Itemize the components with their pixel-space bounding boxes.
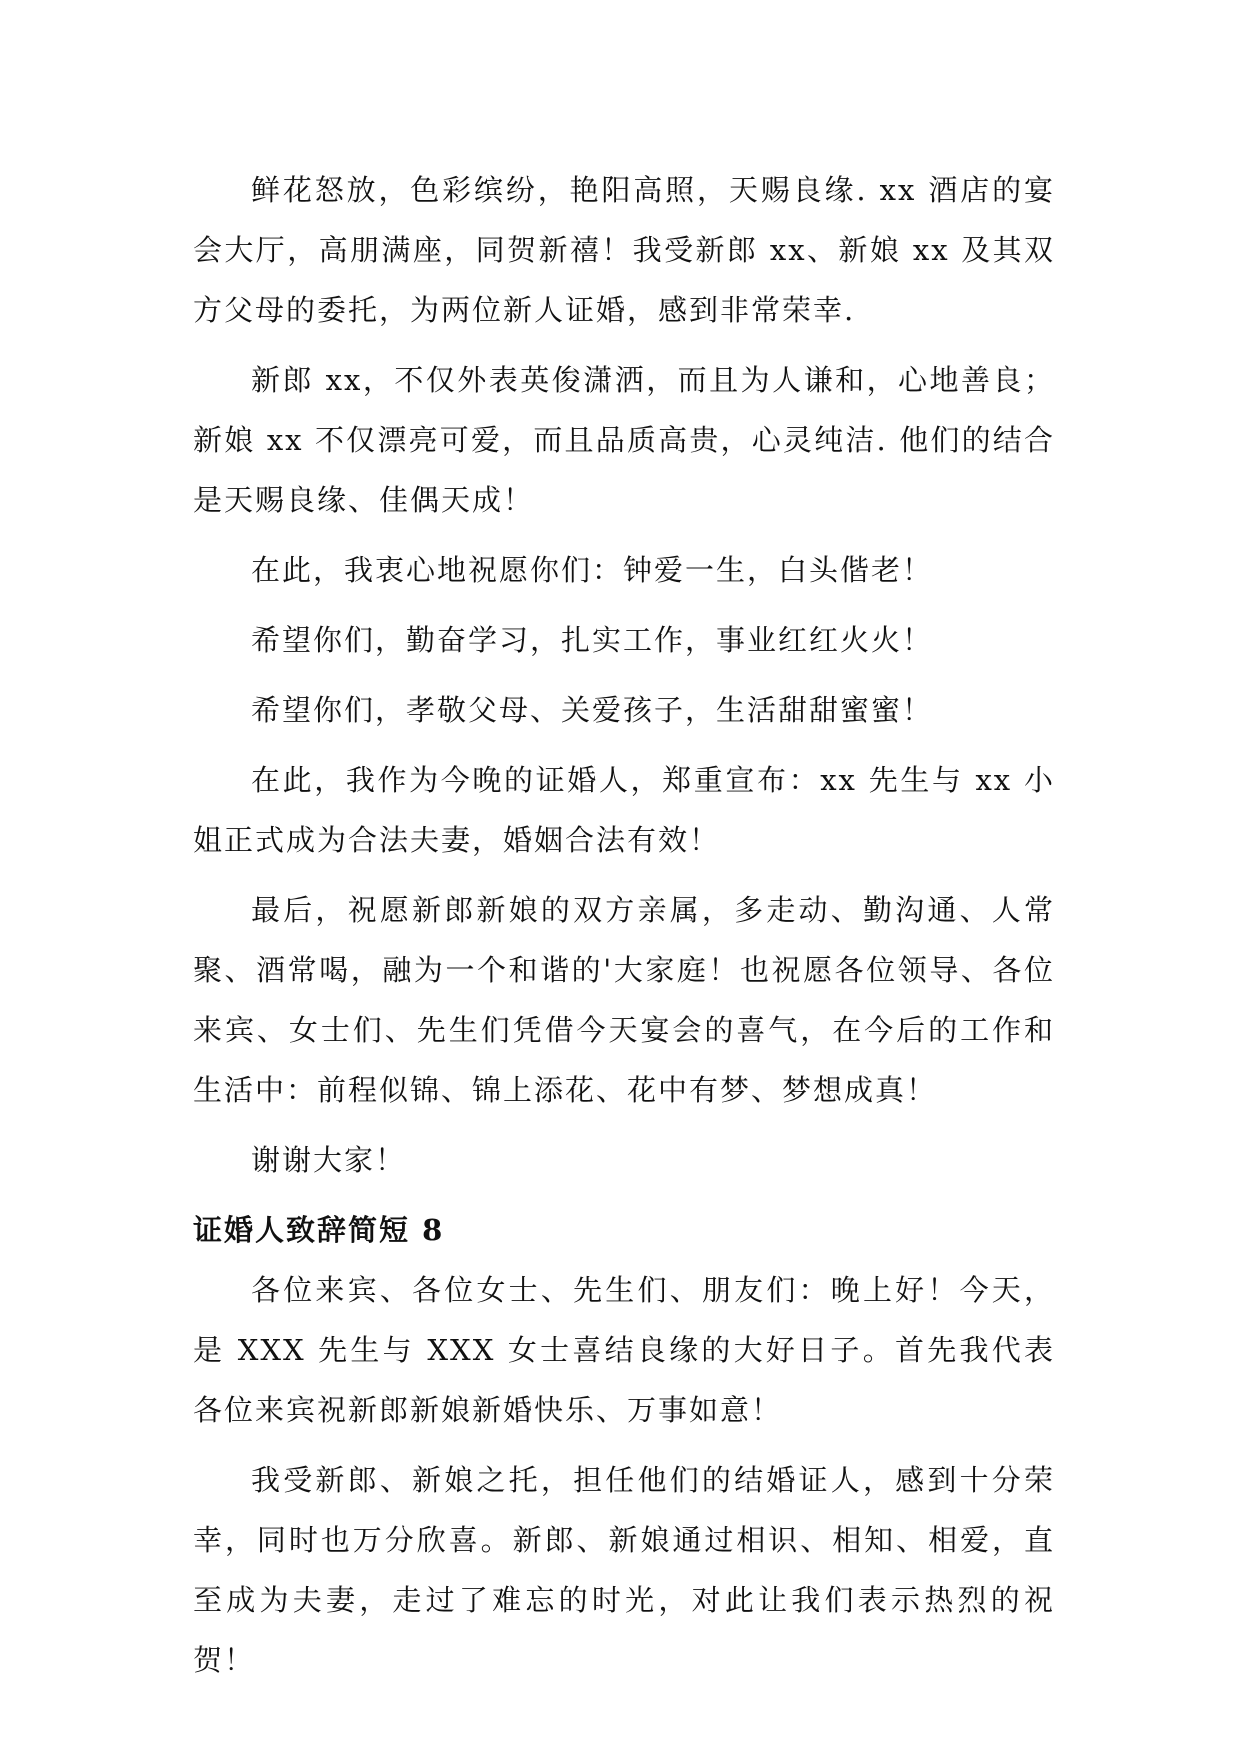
paragraph: 我受新郎、新娘之托，担任他们的结婚证人，感到十分荣幸，同时也万分欣喜。新郎、新娘通过相识、相知、相爱，直至成为夫妻，走过了难忘的时光，对此让我们表示热烈的祝贺！ [193,1463,1055,1677]
section-heading: 证婚人致辞简短 8 [193,1213,445,1247]
paragraph: 各位来宾、各位女士、先生们、朋友们：晚上好！今天，是 XXX 先生与 XXX 女士喜结良缘的大好日子。首先我代表各位来宾祝新郎新娘新婚快乐、万事如意！ [193,1273,1055,1427]
paragraph: 鲜花怒放，色彩缤纷，艳阳高照，天赐良缘. xx 酒店的宴会大厅，高朋满座，同贺新禧！我受新郎 xx、新娘 xx 及其双方父母的委托，为两位新人证婚，感到非常荣幸. [193,173,1055,327]
paragraph: 谢谢大家！ [251,1143,407,1177]
paragraph: 最后，祝愿新郎新娘的双方亲属，多走动、勤沟通、人常聚、酒常喝，融为一个和谐的'大家庭！也祝愿各位领导、各位来宾、女士们、先生们凭借今天宴会的喜气，在今后的工作和生活中：前程似锦、锦上添花、花中有梦、梦想成真！ [193,893,1055,1107]
paragraph: 新郎 xx，不仅外表英俊潇洒，而且为人谦和，心地善良；新娘 xx 不仅漂亮可爱，而且品质高贵，心灵纯洁. 他们的结合是天赐良缘、佳偶天成！ [193,363,1055,517]
paragraph: 希望你们，勤奋学习，扎实工作，事业红红火火！ [251,623,934,657]
paragraph: 在此，我衷心地祝愿你们：钟爱一生，白头偕老！ [251,553,934,587]
paragraph: 希望你们，孝敬父母、关爱孩子，生活甜甜蜜蜜！ [251,693,934,727]
document-body [193,160,1055,1700]
paragraph: 在此，我作为今晚的证婚人，郑重宣布：xx 先生与 xx 小姐正式成为合法夫妻，婚姻合法有效！ [193,763,1055,857]
